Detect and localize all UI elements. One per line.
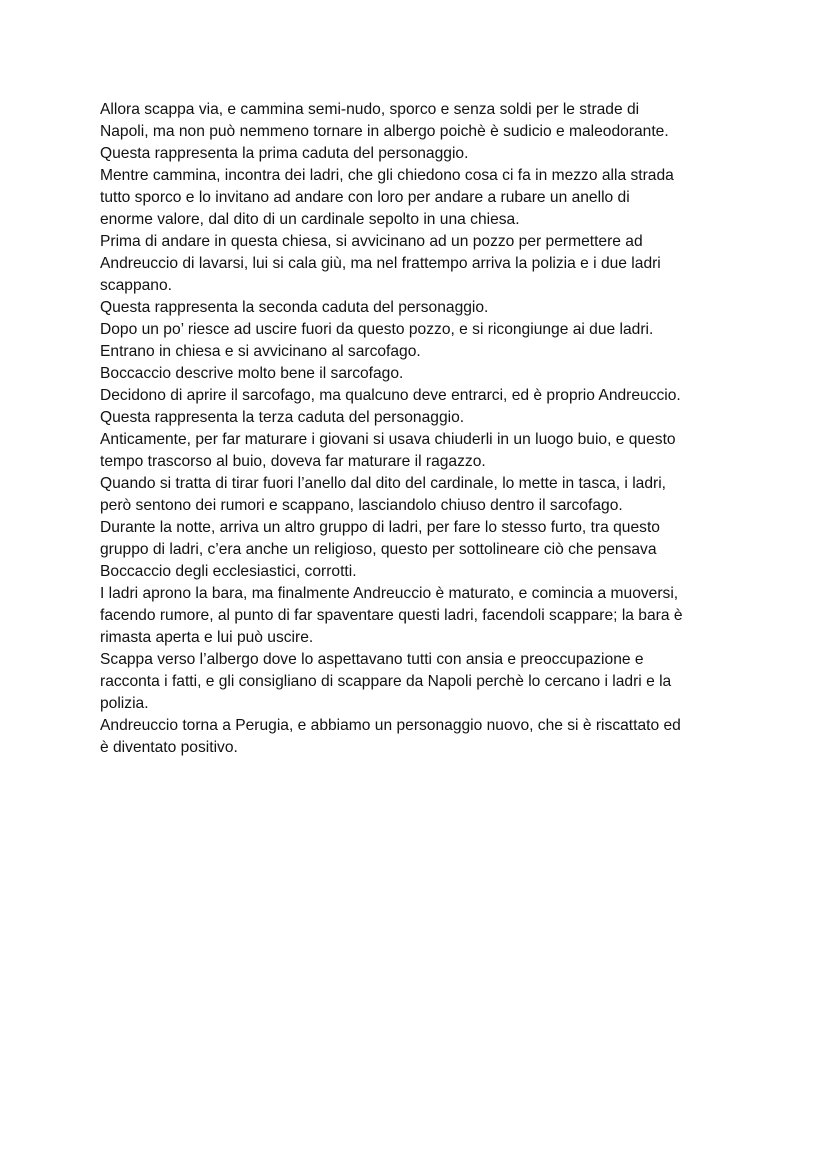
text-line: tempo trascorso al buio, doveva far maturare il ragazzo. [100,453,486,470]
text-line: Dopo un po’ riesce ad uscire fuori da questo pozzo, e si ricongiunge ai due ladri. [100,321,654,338]
text-line: Entrano in chiesa e si avvicinano al sarcofago. [100,343,421,360]
text-line: rimasta aperta e lui può uscire. [100,629,314,646]
text-line: polizia. [100,695,149,712]
text-line: Napoli, ma non può nemmeno tornare in albergo poichè è sudicio e maleodorante. [100,123,669,140]
text-line: facendo rumore, al punto di far spaventare questi ladri, facendoli scappare; la bara è [100,607,683,624]
text-line: Mentre cammina, incontra dei ladri, che gli chiedono cosa ci fa in mezzo alla strada [100,167,674,184]
text-line: Boccaccio descrive molto bene il sarcofago. [100,365,404,382]
text-line: Boccaccio degli ecclesiastici, corrotti. [100,563,357,580]
text-line: Questa rappresenta la terza caduta del personaggio. [100,409,465,426]
text-line: Scappa verso l’albergo dove lo aspettavano tutti con ansia e preoccupazione e [100,651,644,668]
text-line: gruppo di ladri, c’era anche un religioso, questo per sottolineare ciò che pensava [100,541,657,558]
text-line: Anticamente, per far maturare i giovani si usava chiuderli in un luogo buio, e questo [100,431,676,448]
text-line: Questa rappresenta la prima caduta del personaggio. [100,145,469,162]
text-line: enorme valore, dal dito di un cardinale sepolto in una chiesa. [100,211,520,228]
text-line: Andreuccio torna a Perugia, e abbiamo un personaggio nuovo, che si è riscattato ed [100,717,681,734]
text-line: è diventato positivo. [100,739,238,756]
text-line: Decidono di aprire il sarcofago, ma qualcuno deve entrarci, ed è proprio Andreuccio. [100,387,681,404]
text-line: scappano. [100,277,172,294]
text-line: I ladri aprono la bara, ma finalmente Andreuccio è maturato, e comincia a muoversi, [100,585,679,602]
text-line: Prima di andare in questa chiesa, si avvicinano ad un pozzo per permettere ad [100,233,643,250]
document-text [100,99,740,759]
text-line: tutto sporco e lo invitano ad andare con loro per andare a rubare un anello di [100,189,630,206]
text-line: Allora scappa via, e cammina semi-nudo, sporco e senza soldi per le strade di [100,101,640,118]
text-line: racconta i fatti, e gli consigliano di scappare da Napoli perchè lo cercano i ladri e la [100,673,672,690]
text-line: Durante la notte, arriva un altro gruppo di ladri, per fare lo stesso furto, tra questo [100,519,660,536]
text-line: Andreuccio di lavarsi, lui si cala giù, ma nel frattempo arriva la polizia e i due ladri [100,255,661,272]
text-line: però sentono dei rumori e scappano, lasciandolo chiuso dentro il sarcofago. [100,497,623,514]
text-line: Quando si tratta di tirar fuori l’anello dal dito del cardinale, lo mette in tasca, i ladri, [100,475,666,492]
text-line: Questa rappresenta la seconda caduta del personaggio. [100,299,489,316]
